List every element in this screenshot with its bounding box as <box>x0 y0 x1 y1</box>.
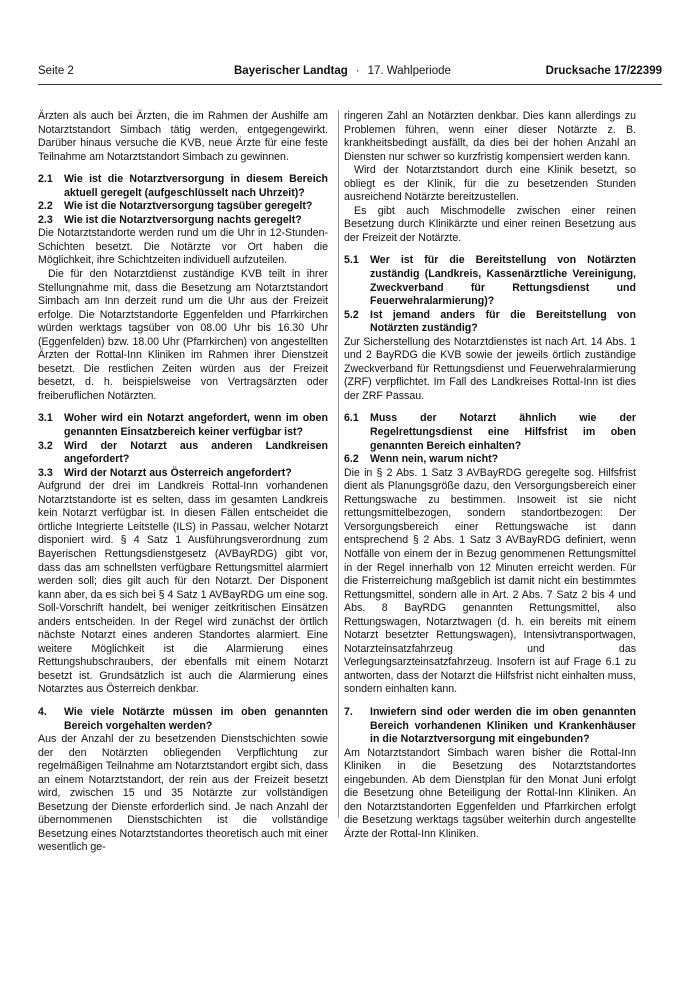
answer-7: Am Notarztstandort Simbach waren bisher die Rottal-Inn Kliniken in die Besetzung des Notarztstandortes eingebunden. Ab dem Dienstplan für den Monat Juni erfolgt die Besetzung ohne Beteiligung der Rottal-Inn Kliniken. An den Notarztstandorten Eggenfelden und Pfarrkirchen erfolgt die Besetzung werktags tagsüber weiterhin durch angestellte Ärzte der Rottal-Inn Kliniken. <box>344 746 636 840</box>
question-5-1: 5.1 Wer ist für die Bereitstellung von Notärzten zuständig (Landkreis, Kassenärztliche Vereinigung, Zweckverband für Rettungsdienst und Feuerwehralarmierung)? <box>344 254 636 308</box>
left-column <box>38 110 328 855</box>
separator: · <box>355 65 360 77</box>
answer-5: Zur Sicherstellung des Notarztdienstes ist nach Art. 14 Abs. 1 und 2 BayRDG die KVB sowie der jeweils örtlich zuständige Zweckverband für Rettungsdienst und Feuerwehralarmierung (ZRF) verpflichtet. Im Fall des Landkreises Rottal-Inn ist dies der ZRF Passau. <box>344 335 636 402</box>
answer-3: Aufgrund der drei im Landkreis Rottal-Inn vorhandenen Notarztstandorte ist es selten, dass im gesamten Landkreis kein Notarzt verfügbar ist. In diesen Fällen entscheidet die örtliche Integrierte Leitstelle (ILS) in Passau, welcher Notarzt disponiert wird. § 4 Satz 1 Ausführungsverordnung zum Bayerischen Rettungsdienstgesetz (AVBayRDG) gibt vor, dass das am schnellsten verfügbare Rettungsmittel alarmiert werden soll; dies gilt auch für den Notarzt. Der Disponent kann aber, da es sich bei § 4 Satz 1 AVBayRDG um eine sog. Soll-Vorschrift handelt, bei weniger zeitkritischen Einsätzen anders entscheiden. In der Regel wird zunächst der örtlich nächste Notarzt eines anderen Standortes alarmiert. Eine weitere Möglichkeit ist die Alarmierung eines Rettungshubschraubers, der ebenfalls mit einem Notarzt besetzt ist. Grundsätzlich ist auch die Alarmierung eines Notarztes aus Österreich denkbar. <box>38 480 328 696</box>
question-6-1: 6.1 Muss der Notarzt ähnlich wie der Regelrettungsdienst eine Hilfsfrist im oben genannten Bereich einhalten? <box>344 412 636 452</box>
question-7: 7. Inwiefern sind oder werden die im oben genannten Bereich vorhandenen Kliniken und Krankenhäuser in die Notarztversorgung mit eingebunden? <box>344 705 636 746</box>
question-5-2: 5.2 Ist jemand anders für die Bereitstellung von Notärzten zuständig? <box>344 308 636 335</box>
answer-2-para-2: Die für den Notarztdienst zuständige KVB teilt in ihrer Stellungnahme mit, dass die Besetzung am Notarztstandort Simbach am Inn derzeit rund um die Uhr aus der Freizeit erfolge. Die Notarztstandorte Eggenfelden und Pfarrkirchen würden werktags tagsüber von 08.00 Uhr bis 16.30 Uhr (Eggenfelden) bzw. 18.00 Uhr (Pfarrkirchen) von angestellten Ärzten der Rottal-Inn Kliniken im Rahmen ihrer Dienstzeit besetzt. Die restlichen Zeiten würden aus der Freizeit besetzt, d. h. beispielsweise von Vertragsärzten oder freiberuflichen Notärzten. <box>38 268 328 402</box>
page-header <box>38 63 662 81</box>
right-column <box>344 110 636 841</box>
answer-4-continued: ringeren Zahl an Notärzten denkbar. Dies kann allerdings zu Problemen führen, wenn einer dieser Notärzte z. B. krankheitsbedingt ausfällt, da dies bei der hohen Anzahl an Diensten nur schwer so kurzfristig kompensiert werden kann. <box>344 110 636 163</box>
publisher: Bayerischer Landtag <box>234 65 348 77</box>
question-3-3: 3.3 Wird der Notarzt aus Österreich angefordert? <box>38 466 292 479</box>
page-number: Seite 2 <box>38 65 74 77</box>
period: 17. Wahlperiode <box>367 65 451 77</box>
answer-4-para-2: Wird der Notarztstandort durch eine Klinik besetzt, so obliegt es der Klinik, für die zu besetzenden Stunden ausreichend Notärzte bereitzustellen. <box>344 164 636 204</box>
intro-paragraph: Ärzten als auch bei Ärzten, die im Rahmen der Aushilfe am Notarztstandort Simbach tätig werden, entgegengewirkt. Darüber hinaus versuche die KVB, neue Ärzte für eine feste Teilnahme am Notarztstandort Simbach zu gewinnen. <box>38 110 328 163</box>
answer-4-para-3: Es gibt auch Mischmodelle zwischen einer reinen Besetzung durch Klinikärzte und einer reinen Besetzung aus der Freizeit der Notärzte. <box>344 204 636 244</box>
column-separator <box>338 110 339 818</box>
question-2-3: 2.3 Wie ist die Notarztversorgung nachts geregelt? <box>38 213 302 226</box>
question-6-2: 6.2 Wenn nein, warum nicht? <box>344 453 499 466</box>
document-number: Drucksache 17/22399 <box>545 65 662 77</box>
answer-6: Die in § 2 Abs. 1 Satz 3 AVBayRDG geregelte sog. Hilfsfrist dient als Planungsgröße dazu, den Versorgungsbereich einer Rettungswache zu bestimmen. Insoweit ist sie nicht rettungsmittelbezogen, sondern standortbezogen: Der Versorgungsbereich einer Rettungswache ist dann entsprechend § 2 Abs. 1 Satz 3 AVBayRDG definiert, wenn Notfälle von einem der in Bezug genommenen Rettungsmittel in der Regel innerhalb von 12 Minuten erreicht werden. Für die Fristerreichung maßgeblich ist damit nicht ein bestimmtes Rettungsmittel, sondern alle in Art. 2 Abs. 7 Satz 2 bis 4 und Abs. 8 BayRDG genannten Rettungsmittel, also Rettungswagen, Notarztwagen (d. h. ein bereits mit einem Notarzt besetzter Rettungswagen), Intensivtransportwagen, Notarzteinsatzfahrzeug und das Verlegungsarzteinsatzfahrzeug. Insofern ist auf Frage 6.1 zu antworten, dass der Notarzt die Hilfsfrist nicht einhalten muss, sondern einhalten kann. <box>344 466 636 696</box>
question-2-2: 2.2 Wie ist die Notarztversorgung tagsüber geregelt? <box>38 200 313 213</box>
question-4: 4. Wie viele Notärzte müssen im oben genannten Bereich vorgehalten werden? <box>38 705 328 732</box>
question-3-1: 3.1 Woher wird ein Notarzt angefordert, wenn im oben genannten Einsatzbereich keiner verfügbar ist? <box>38 412 328 439</box>
answer-2-para-1: Die Notarztstandorte werden rund um die Uhr in 12-Stunden-Schichten besetzt. Die Notärzte vor Ort haben die Möglichkeit, ihre Schichtzeiten individuell aufzuteilen. <box>38 227 328 267</box>
answer-4: Aus der Anzahl der zu besetzenden Dienstschichten sowie der den Notärzten obliegenden Verpflichtung zur regelmäßigen Teilnahme am Notarztstandort ergibt sich, dass an einem Notarztstandort, der rein aus der Freizeit besetzt wird, zwischen 15 und 35 Notärzte zur vollständigen Besetzung der Dienste erforderlich sind. Je nach Anzahl der übernommenen Dienstschichten ist die vollständige Besetzung eines Notarztstandortes theoretisch auch mit einer wesentlich ge- <box>38 733 328 854</box>
header-rule <box>38 84 662 85</box>
publication-info <box>234 63 451 79</box>
question-3-2: 3.2 Wird der Notarzt aus anderen Landkreisen angefordert? <box>38 439 328 466</box>
question-2-1: 2.1 Wie ist die Notarztversorgung in diesem Bereich aktuell geregelt (aufgeschlüsselt nach Uhrzeit)? <box>38 173 328 199</box>
